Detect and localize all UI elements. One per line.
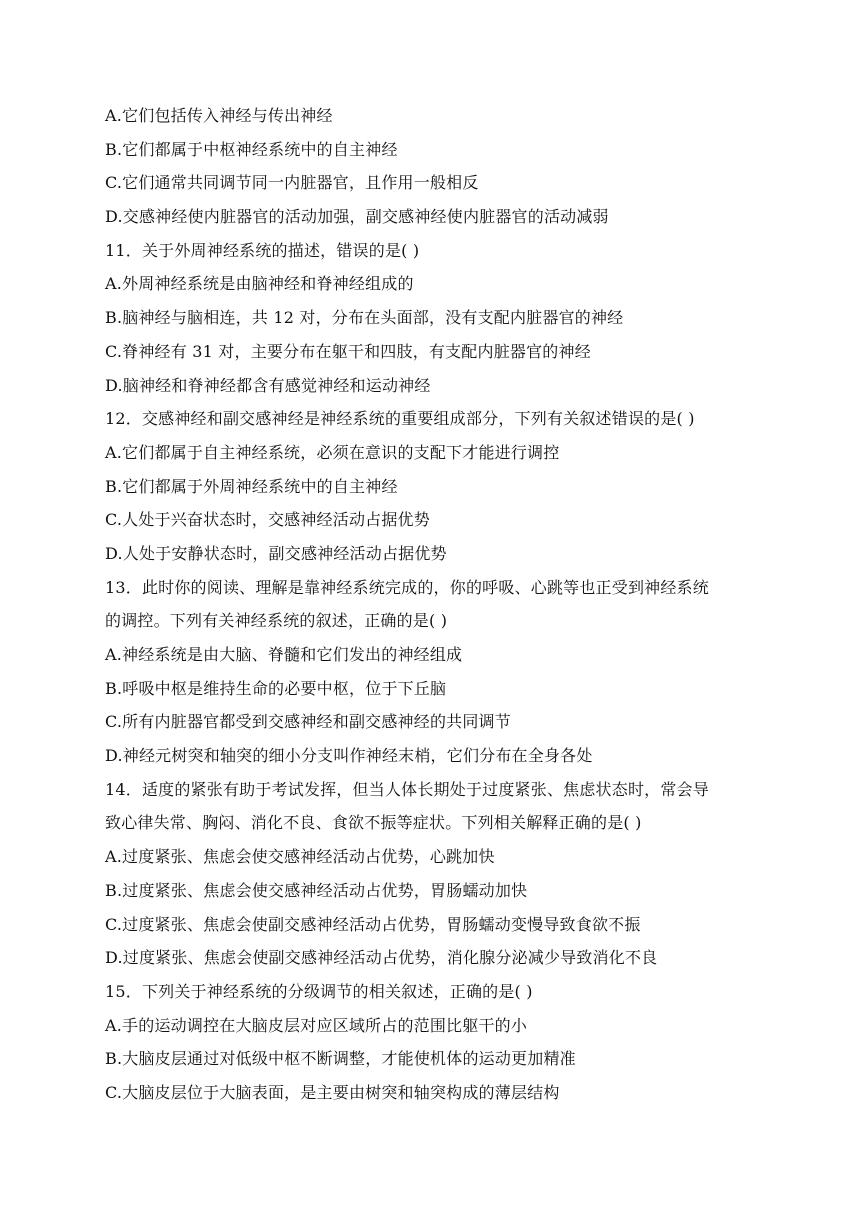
question-stem-11: 11．关于外周神经系统的描述，错误的是( ) — [105, 240, 420, 260]
text-line: A.过度紧张、焦虑会使交感神经活动占优势，心跳加快 — [105, 847, 495, 867]
text-line: A.它们包括传入神经与传出神经 — [105, 106, 333, 125]
text-line: C.它们通常共同调节同一内脏器官，且作用一般相反 — [105, 173, 479, 193]
text-line: C.所有内脏器官都受到交感神经和副交感神经的共同调节 — [105, 712, 511, 732]
text-line: C.脊神经有 31 对，主要分布在躯干和四肢，有支配内脏器官的神经 — [105, 341, 591, 361]
text-line: B.呼吸中枢是维持生命的必要中枢，位于下丘脑 — [105, 678, 447, 698]
question-stem-14: 14．适度的紧张有助于考试发挥，但当人体长期处于过度紧张、焦虑状态时，常会导 — [105, 779, 709, 799]
question-stem-13-cont: 的调控。下列有关神经系统的叙述，正确的是( ) — [105, 611, 448, 631]
text-line: B.它们都属于中枢神经系统中的自主神经 — [105, 139, 398, 159]
text-line: B.过度紧张、焦虑会使交感神经活动占优势，胃肠蠕动加快 — [105, 880, 528, 900]
text-line: A.神经系统是由大脑、脊髓和它们发出的神经组成 — [105, 645, 463, 664]
text-line: A.手的运动调控在大脑皮层对应区域所占的范围比躯干的小 — [105, 1015, 528, 1035]
text-line: D.交感神经使内脏器官的活动加强，副交感神经使内脏器官的活动减弱 — [105, 207, 609, 227]
text-line: B.它们都属于外周神经系统中的自主神经 — [105, 476, 398, 496]
question-text-block — [105, 104, 755, 1115]
text-line: B.大脑皮层通过对低级中枢不断调整，才能使机体的运动更加精准 — [105, 1049, 576, 1069]
question-stem-14-cont: 致心律失常、胸闷、消化不良、食欲不振等症状。下列相关解释正确的是( ) — [105, 813, 642, 833]
text-line: C.过度紧张、焦虑会使副交感神经活动占优势，胃肠蠕动变慢导致食欲不振 — [105, 914, 641, 934]
question-stem-15: 15．下列关于神经系统的分级调节的相关叙述，正确的是( ) — [105, 981, 533, 1001]
text-line: D.过度紧张、焦虑会使副交感神经活动占优势，消化腺分泌减少导致消化不良 — [105, 948, 658, 968]
text-line: A.外周神经系统是由脑神经和脊神经组成的 — [105, 274, 414, 294]
text-line: C.大脑皮层位于大脑表面，是主要由树突和轴突构成的薄层结构 — [105, 1082, 560, 1102]
text-line: B.脑神经与脑相连，共 12 对，分布在头面部，没有支配内脏器官的神经 — [105, 308, 624, 328]
text-line: D.人处于安静状态时，副交感神经活动占据优势 — [105, 543, 447, 563]
text-line: A.它们都属于自主神经系统，必须在意识的支配下才能进行调控 — [105, 442, 560, 462]
text-line: D.神经元树突和轴突的细小分支叫作神经末梢，它们分布在全身各处 — [105, 746, 593, 766]
text-line: C.人处于兴奋状态时，交感神经活动占据优势 — [105, 510, 430, 530]
question-stem-13: 13．此时你的阅读、理解是靠神经系统完成的，你的呼吸、心跳等也正受到神经系统 — [105, 577, 709, 597]
question-stem-12: 12．交感神经和副交感神经是神经系统的重要组成部分，下列有关叙述错误的是( ) — [105, 409, 695, 429]
text-line: D.脑神经和脊神经都含有感觉神经和运动神经 — [105, 375, 431, 395]
